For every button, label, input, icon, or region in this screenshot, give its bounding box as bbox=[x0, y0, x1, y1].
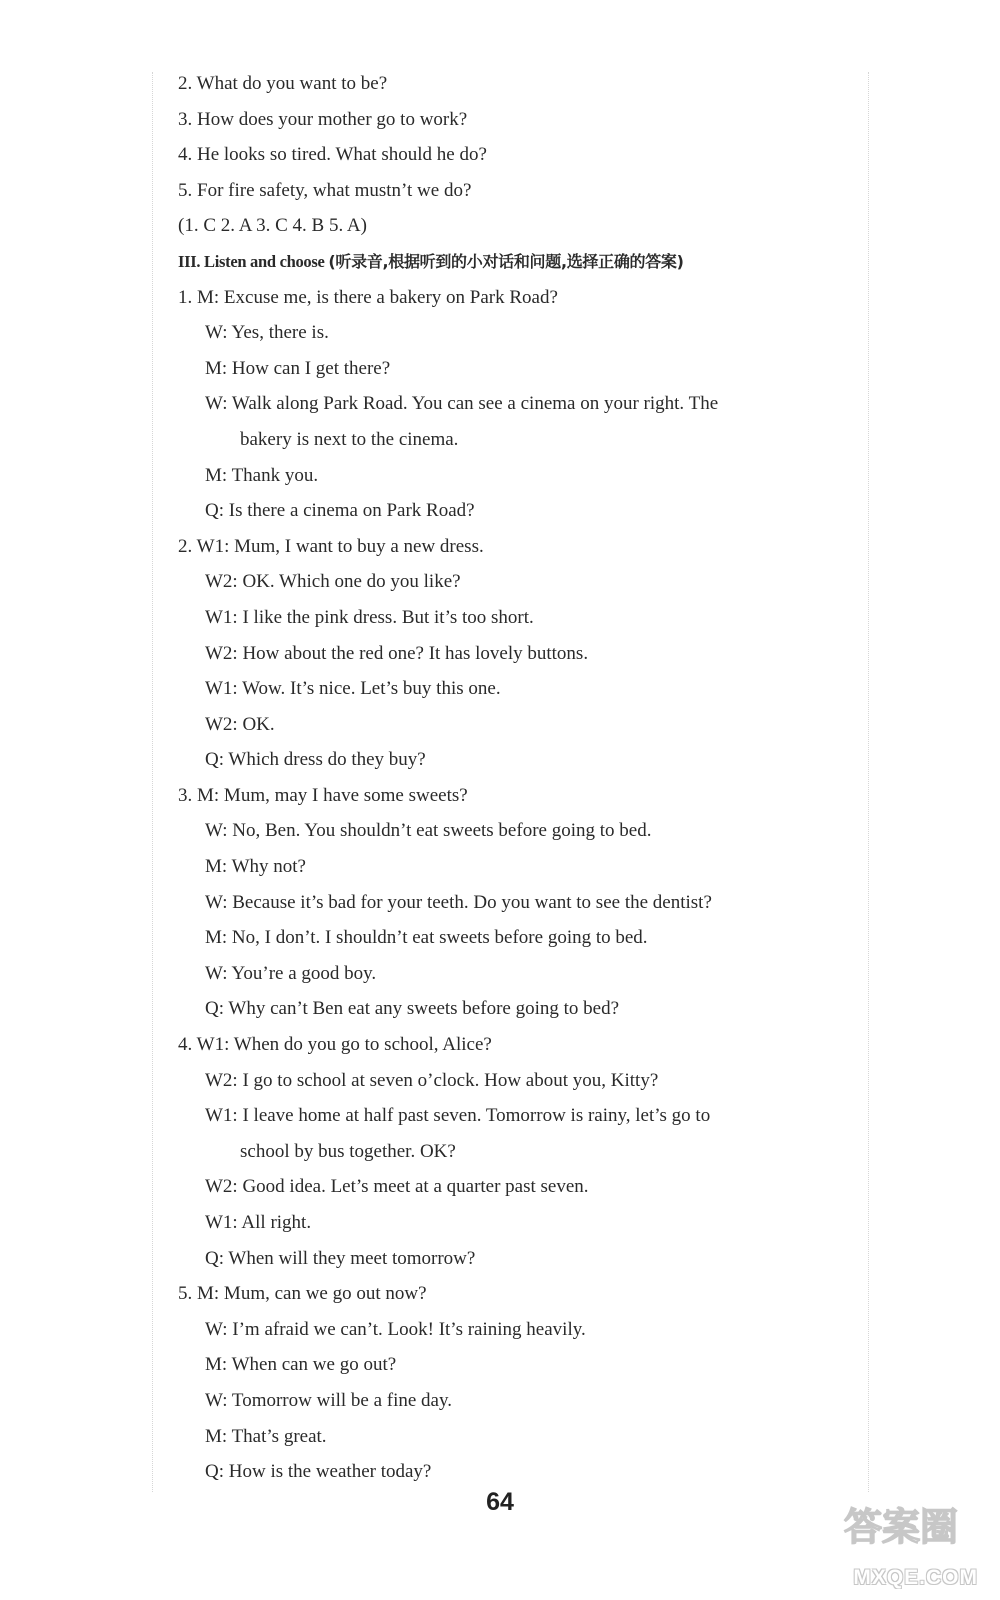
dialogue-line: M: No, I don’t. I shouldn’t eat sweets before going to bed. bbox=[205, 927, 648, 949]
dialogue-line: M: Thank you. bbox=[205, 464, 319, 486]
dialogue-question: Q: When will they meet tomorrow? bbox=[205, 1247, 476, 1269]
question-line: 3. How does your mother go to work? bbox=[178, 108, 468, 130]
question-line: 2. What do you want to be? bbox=[178, 73, 388, 94]
dialogue-line: school by bus together. OK? bbox=[240, 1140, 456, 1162]
dialogue-line: W: I’m afraid we can’t. Look! It’s raining heavily. bbox=[205, 1318, 586, 1340]
dialogue-line: W2: OK. bbox=[205, 713, 275, 735]
watermark-logo bbox=[818, 1500, 978, 1590]
dialogue-line: W: No, Ben. You shouldn’t eat sweets before going to bed. bbox=[205, 820, 652, 842]
dialogue-line: M: How can I get there? bbox=[205, 357, 391, 379]
dialogue-line: W1: All right. bbox=[205, 1212, 312, 1233]
dialogue-line: W: Walk along Park Road. You can see a cinema on your right. The bbox=[205, 393, 719, 415]
page-number: 64 bbox=[486, 1488, 514, 1516]
dialogue-question: Q: Why can’t Ben eat any sweets before going to bed? bbox=[205, 998, 620, 1020]
dialogue-line: M: That’s great. bbox=[205, 1425, 327, 1447]
dialogue-line: W: Yes, there is. bbox=[205, 322, 329, 344]
question-line: 5. For fire safety, what mustn’t we do? bbox=[178, 179, 472, 201]
dialogue-line: W: Because it’s bad for your teeth. Do you want to see the dentist? bbox=[205, 891, 712, 913]
answer-key: (1. C 2. A 3. C 4. B 5. A) bbox=[178, 215, 367, 237]
right-margin-rule bbox=[868, 72, 869, 1492]
dialogue-line: W2: How about the red one? It has lovely buttons. bbox=[205, 642, 589, 664]
dialogue-line: W: Tomorrow will be a fine day. bbox=[205, 1389, 453, 1411]
dialogue-question: Q: Is there a cinema on Park Road? bbox=[205, 500, 475, 522]
left-margin-rule bbox=[152, 72, 153, 1492]
watermark-logo-mark bbox=[826, 1500, 976, 1552]
watermark-logo-text: 答案圈 bbox=[843, 1505, 959, 1549]
dialogue-line: W1: I leave home at half past seven. Tomorrow is rainy, let’s go to bbox=[205, 1105, 711, 1127]
dialogue-line: W1: Wow. It’s nice. Let’s buy this one. bbox=[205, 678, 501, 700]
dialogue-line: M: When can we go out? bbox=[205, 1354, 397, 1376]
dialogue-line: W2: I go to school at seven o’clock. How about you, Kitty? bbox=[205, 1069, 659, 1091]
dialogue-line: 2. W1: Mum, I want to buy a new dress. bbox=[178, 535, 484, 557]
dialogue-line: W: You’re a good boy. bbox=[205, 962, 377, 984]
question-line: 4. He looks so tired. What should he do? bbox=[178, 144, 487, 166]
section-heading-cn: (听录音,根据听到的小对话和问题,选择正确的答案) bbox=[328, 251, 684, 271]
dialogue-line: 1. M: Excuse me, is there a bakery on Park Road? bbox=[178, 286, 558, 308]
page-content bbox=[178, 66, 858, 1490]
section-heading bbox=[178, 244, 858, 280]
dialogue-line: 5. M: Mum, can we go out now? bbox=[178, 1283, 427, 1305]
dialogue-line: W2: Good idea. Let’s meet at a quarter past seven. bbox=[205, 1176, 589, 1198]
dialogue-line: W2: OK. Which one do you like? bbox=[205, 571, 461, 593]
dialogue-question: Q: How is the weather today? bbox=[205, 1461, 432, 1483]
dialogue-line: M: Why not? bbox=[205, 856, 306, 878]
watermark-url: MXQE.COM bbox=[853, 1566, 978, 1589]
dialogue-line: W1: I like the pink dress. But it’s too short. bbox=[205, 606, 534, 628]
dialogue-question: Q: Which dress do they buy? bbox=[205, 749, 426, 771]
dialogue-line: bakery is next to the cinema. bbox=[240, 428, 459, 450]
section-heading-en: III. Listen and choose bbox=[178, 251, 325, 271]
dialogue-line: 3. M: Mum, may I have some sweets? bbox=[178, 784, 468, 806]
dialogue-line: 4. W1: When do you go to school, Alice? bbox=[178, 1034, 492, 1056]
